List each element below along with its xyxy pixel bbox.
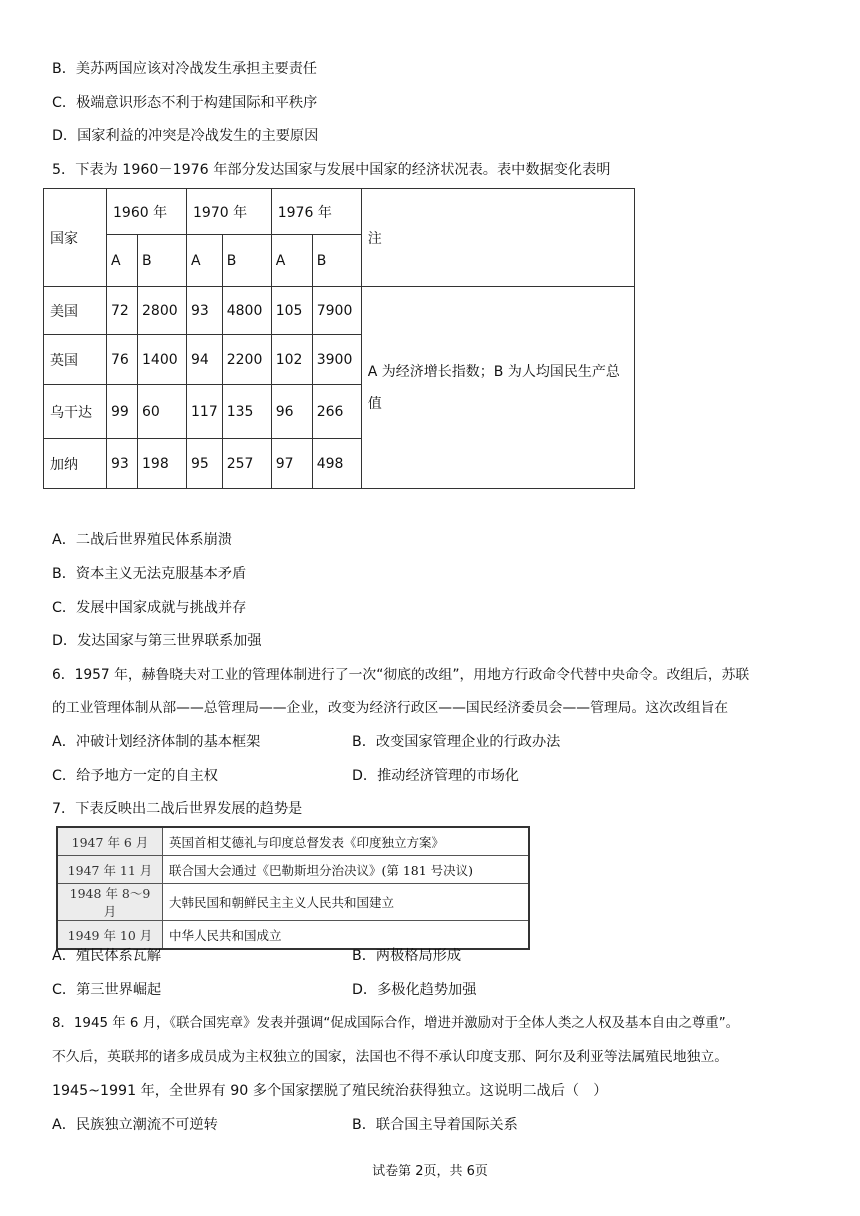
- value-cell: 97: [271, 439, 312, 489]
- q7-option-d: D．多极化趋势加强: [352, 982, 477, 998]
- sub-b: B: [222, 235, 271, 287]
- q6-option-a: A．冲破计划经济体制的基本框架: [52, 734, 261, 750]
- year-header-1960: 1960 年: [107, 189, 187, 235]
- value-cell: 1400: [138, 335, 187, 385]
- value-cell: 95: [187, 439, 223, 489]
- table-row: [57, 884, 529, 921]
- value-cell: 257: [222, 439, 271, 489]
- q6-option-c: C．给予地方一定的自主权: [52, 768, 218, 784]
- country-cell: 加纳: [44, 439, 107, 489]
- event-text: 联合国大会通过《巴勒斯坦分治决议》(第 181 号决议): [163, 856, 530, 884]
- event-text: 大韩民国和朝鲜民主主义人民共和国建立: [163, 884, 530, 921]
- note-cell: A 为经济增长指数；B 为人均国民生产总值: [361, 287, 634, 489]
- value-cell: 94: [187, 335, 223, 385]
- value-cell: 2800: [138, 287, 187, 335]
- table-row: [57, 856, 529, 884]
- value-cell: 266: [312, 385, 361, 439]
- value-cell: 93: [107, 439, 138, 489]
- sub-a: A: [107, 235, 138, 287]
- q8-stem-line1: 8．1945 年 6 月，《联合国宪章》发表并强调“促成国际合作，增进并激励对于全体人类之人权及基本自由之尊重”。: [52, 1016, 740, 1031]
- q6-option-b: B．改变国家管理企业的行政办法: [352, 734, 561, 750]
- year-header-1970: 1970 年: [187, 189, 272, 235]
- q5-economic-table: [43, 188, 635, 489]
- q5-option-d: D．发达国家与第三世界联系加强: [52, 633, 262, 649]
- page-footer: 试卷第 2页，共 6页: [372, 1164, 488, 1179]
- q5-option-a: A．二战后世界殖民体系崩溃: [52, 532, 232, 548]
- q5-option-b: B．资本主义无法克服基本矛盾: [52, 566, 247, 582]
- q6-stem-line2: 的工业管理体制从部——总管理局——企业，改变为经济行政区——国民经济委员会——管理局。这次改组旨在: [52, 700, 729, 716]
- value-cell: 72: [107, 287, 138, 335]
- q7-option-a: A．殖民体系瓦解: [52, 948, 162, 964]
- q8-stem-line2: 不久后，英联邦的诸多成员成为主权独立的国家，法国也不得不承认印度支那、阿尔及利亚等法属殖民地独立。: [52, 1049, 729, 1065]
- sub-b: B: [138, 235, 187, 287]
- value-cell: 2200: [222, 335, 271, 385]
- q5-option-c: C．发展中国家成就与挑战并存: [52, 600, 247, 616]
- event-date: 1947 年 11 月: [57, 856, 163, 884]
- note-header: 注: [361, 189, 634, 287]
- q7-option-c: C．第三世界崛起: [52, 982, 162, 998]
- value-cell: 96: [271, 385, 312, 439]
- value-cell: 4800: [222, 287, 271, 335]
- value-cell: 93: [187, 287, 223, 335]
- q8-option-b: B．联合国主导着国际关系: [352, 1117, 518, 1133]
- q8-option-a: A．民族独立潮流不可逆转: [52, 1117, 218, 1133]
- value-cell: 102: [271, 335, 312, 385]
- value-cell: 76: [107, 335, 138, 385]
- country-header: 国家: [44, 189, 107, 287]
- q4-option-d: D．国家利益的冲突是冷战发生的主要原因: [52, 128, 319, 144]
- value-cell: 198: [138, 439, 187, 489]
- q4-option-c: C．极端意识形态不利于构建国际和平秩序: [52, 95, 318, 111]
- q4-option-b: B．美苏两国应该对冷战发生承担主要责任: [52, 61, 318, 77]
- value-cell: 105: [271, 287, 312, 335]
- value-cell: 117: [187, 385, 223, 439]
- value-cell: 99: [107, 385, 138, 439]
- sub-a: A: [187, 235, 223, 287]
- country-cell: 美国: [44, 287, 107, 335]
- value-cell: 3900: [312, 335, 361, 385]
- q8-stem-line3: 1945~1991 年，全世界有 90 多个国家摆脱了殖民统治获得独立。这说明二战后（ ）: [52, 1083, 608, 1099]
- value-cell: 60: [138, 385, 187, 439]
- table-row: [57, 921, 529, 950]
- country-cell: 英国: [44, 335, 107, 385]
- event-text: 英国首相艾德礼与印度总督发表《印度独立方案》: [163, 827, 530, 856]
- event-text: 中华人民共和国成立: [163, 921, 530, 950]
- country-cell: 乌干达: [44, 385, 107, 439]
- value-cell: 135: [222, 385, 271, 439]
- sub-b: B: [312, 235, 361, 287]
- year-header-1976: 1976 年: [271, 189, 361, 235]
- event-date: 1949 年 10 月: [57, 921, 163, 950]
- sub-a: A: [271, 235, 312, 287]
- table-row: [57, 827, 529, 856]
- q6-option-d: D．推动经济管理的市场化: [352, 768, 519, 784]
- value-cell: 7900: [312, 287, 361, 335]
- q5-stem: 5．下表为 1960－1976 年部分发达国家与发展中国家的经济状况表。表中数据变化表明: [52, 162, 611, 178]
- event-date: 1947 年 6 月: [57, 827, 163, 856]
- table-row: [44, 287, 635, 335]
- q6-stem-line1: 6．1957 年，赫鲁晓夫对工业的管理体制进行了一次“彻底的改组”，用地方行政命令代替中央命令。改组后，苏联: [52, 667, 750, 683]
- value-cell: 498: [312, 439, 361, 489]
- q7-stem: 7．下表反映出二战后世界发展的趋势是: [52, 801, 303, 817]
- event-date: 1948 年 8～9 月: [57, 884, 163, 921]
- q7-events-table: [56, 826, 530, 950]
- q7-option-b: B．两极格局形成: [352, 948, 462, 964]
